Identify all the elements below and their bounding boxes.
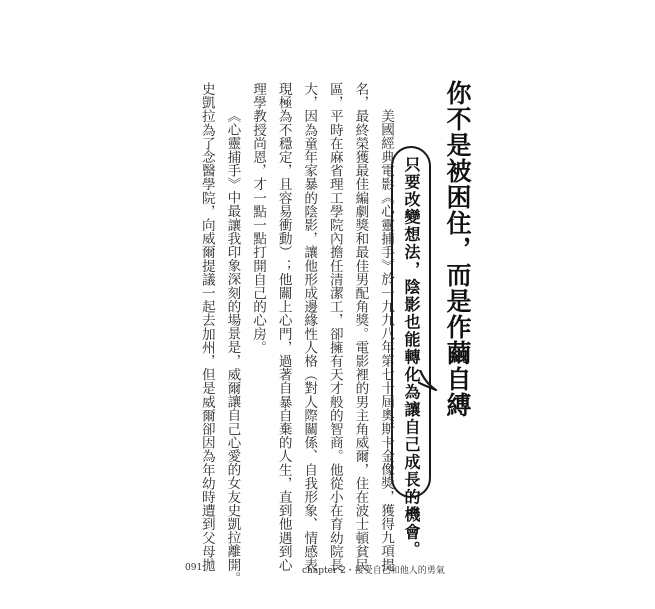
body-line: 史凱拉為了念醫學院，向威爾提議一起去加州，但是威爾卻因為年幼時遭到父母拋 — [198, 82, 215, 572]
page-number: 091 — [185, 563, 203, 573]
body-line: 理學教授尚恩，才一點一點打開自己的心房。 — [250, 82, 267, 354]
running-head: chapter 2・接受自己和他人的勇氣 — [302, 566, 445, 576]
body-line: 《心靈捕手》中最讓我印象深刻的場景是，威爾讓自己心愛的女友史凱拉離開。 — [224, 109, 241, 586]
body-line: 名，最終榮獲最佳編劇獎和最佳男配角獎。電影裡的男主角威爾，住在波士頓貧民 — [352, 82, 369, 572]
body-line: 現極為不穩定，且容易衝動）；他關上心門，過著自暴自棄的人生，直到他遇到心 — [275, 82, 292, 572]
body-line: 美國經典電影《心靈捕手》於一九九八年第七十屆奧斯卡金像獎，獲得九項提 — [378, 109, 394, 572]
section-subtitle: 只要改變想法，陰影也能轉化為讓自己成長的機會。 — [402, 156, 421, 559]
chapter-section-title: 你不是被困住，而是作繭自縛 — [443, 80, 472, 418]
body-line: 大，因為童年家暴的陰影，讓他形成邊緣性人格（對人際關係、自我形象、情感表 — [301, 82, 318, 572]
body-line: 區，平時在麻省理工學院內擔任清潔工，卻擁有天才般的智商。他從小在育幼院長 — [326, 82, 343, 572]
